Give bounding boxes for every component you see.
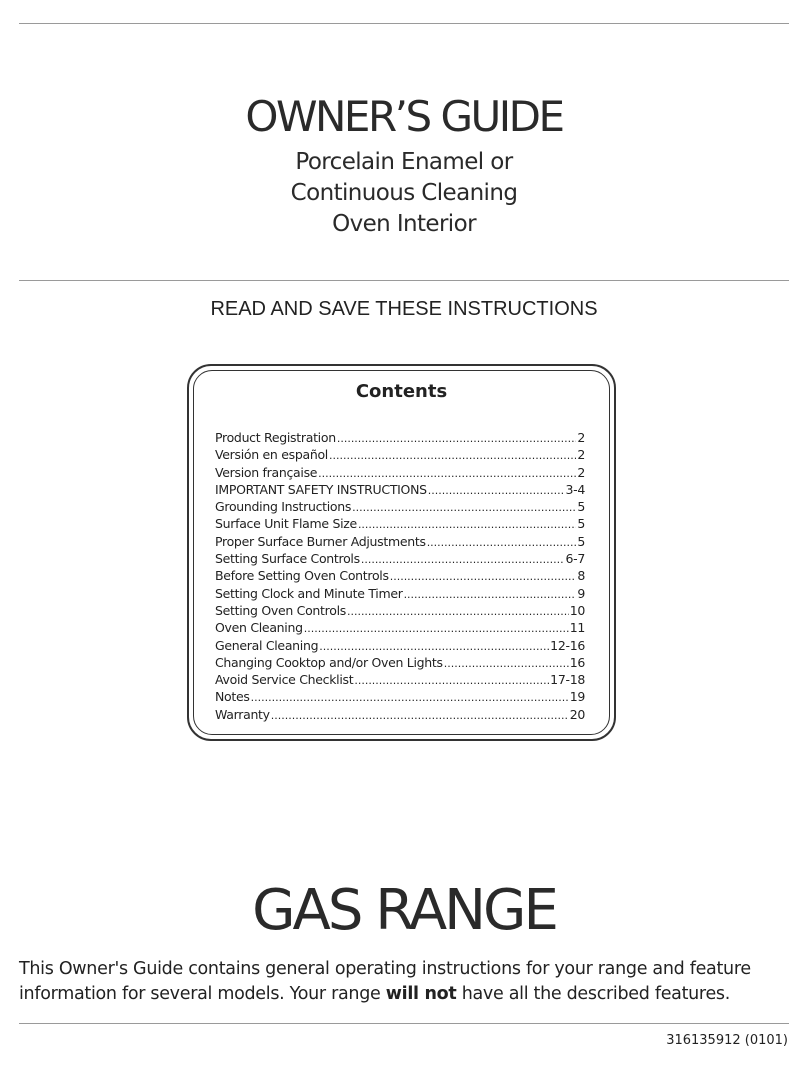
toc-entry [215, 499, 585, 516]
intro-text: This Owner's Guide contains general operating instructions for your range and feature information for several models. Your range [19, 959, 751, 1004]
toc-dot-leader [354, 674, 549, 687]
toc-entry-label: General Cleaning [215, 637, 319, 653]
intro-paragraph [19, 957, 794, 1007]
toc-entry-label: Versión en español [215, 447, 328, 463]
toc-entry [215, 707, 585, 724]
table-of-contents [215, 430, 585, 724]
toc-entry [215, 551, 585, 568]
toc-dot-leader [358, 518, 576, 531]
toc-entry-page: 5 [577, 533, 585, 549]
toc-entry-page: 19 [569, 689, 585, 705]
toc-dot-leader [444, 657, 569, 670]
toc-entry-label: Version française [215, 464, 318, 480]
toc-entry-label: Grounding Instructions [215, 499, 352, 515]
toc-entry-label: Product Registration [215, 430, 336, 445]
toc-entry [215, 465, 585, 482]
toc-entry-label: Oven Cleaning [215, 620, 303, 636]
intro-text-end: have all the described features. [456, 984, 730, 1004]
toc-dot-leader [361, 553, 565, 566]
toc-entry-page: 2 [577, 447, 585, 463]
toc-entry-label: IMPORTANT SAFETY INSTRUCTIONS [215, 481, 427, 497]
toc-entry [215, 586, 585, 603]
toc-entry-page: 16 [569, 654, 585, 670]
toc-entry-page: 11 [569, 620, 585, 636]
toc-entry-label: Changing Cooktop and/or Oven Lights [215, 654, 443, 670]
toc-entry-label: Warranty [215, 706, 270, 722]
toc-entry [215, 638, 585, 655]
toc-entry [215, 655, 585, 672]
toc-dot-leader [319, 640, 549, 653]
toc-entry [215, 603, 585, 620]
toc-entry [215, 516, 585, 533]
toc-dot-leader [337, 432, 577, 445]
toc-entry-page: 8 [577, 568, 585, 584]
intro-emphasis: will not [385, 984, 457, 1004]
toc-dot-leader [271, 709, 569, 722]
toc-dot-leader [404, 588, 577, 601]
toc-dot-leader [390, 570, 577, 583]
toc-dot-leader [318, 467, 576, 480]
toc-entry-label: Before Setting Oven Controls [215, 568, 389, 584]
page-title: OWNER’S GUIDE [245, 92, 563, 141]
toc-entry-page: 2 [577, 430, 585, 445]
toc-entry [215, 568, 585, 585]
toc-entry [215, 430, 585, 447]
toc-entry-label: Surface Unit Flame Size [215, 516, 357, 532]
toc-entry-label: Setting Clock and Minute Timer [215, 585, 403, 601]
toc-entry-page: 6-7 [565, 551, 585, 567]
toc-entry-label: Setting Surface Controls [215, 551, 360, 567]
middle-rule [19, 280, 789, 281]
toc-dot-leader [329, 449, 576, 462]
bottom-rule [19, 1023, 789, 1024]
toc-entry [215, 620, 585, 637]
toc-dot-leader [304, 622, 569, 635]
toc-dot-leader [427, 536, 577, 549]
contents-heading: Contents [355, 381, 448, 402]
toc-entry [215, 534, 585, 551]
toc-dot-leader [428, 484, 565, 497]
toc-entry-page: 3-4 [565, 481, 585, 497]
toc-entry-page: 9 [577, 585, 585, 601]
toc-entry [215, 447, 585, 464]
toc-dot-leader [352, 501, 576, 514]
toc-dot-leader [251, 691, 569, 704]
top-rule [19, 23, 789, 24]
toc-entry-page: 12-16 [550, 637, 585, 653]
subtitle-line: Oven Interior [332, 211, 476, 237]
subtitle-line: Continuous Cleaning [290, 180, 518, 206]
toc-entry [215, 672, 585, 689]
toc-entry [215, 482, 585, 499]
toc-entry-page: 20 [569, 706, 585, 722]
toc-entry [215, 689, 585, 706]
contents-box [187, 364, 616, 741]
toc-entry-page: 17-18 [550, 672, 585, 688]
toc-entry-page: 10 [569, 602, 585, 618]
toc-entry-label: Notes [215, 689, 250, 705]
subtitle-line: Porcelain Enamel or [295, 149, 513, 175]
part-number: 316135912 (0101) [666, 1033, 788, 1048]
toc-entry-label: Setting Oven Controls [215, 602, 346, 618]
toc-entry-label: Proper Surface Burner Adjustments [215, 533, 426, 549]
product-title: GAS RANGE [252, 878, 556, 943]
subtitle [0, 147, 808, 240]
toc-entry-label: Avoid Service Checklist [215, 672, 354, 688]
read-save-notice: READ AND SAVE THESE INSTRUCTIONS [210, 298, 598, 320]
toc-entry-page: 5 [577, 499, 585, 515]
toc-entry-page: 5 [577, 516, 585, 532]
toc-dot-leader [347, 605, 569, 618]
toc-entry-page: 2 [577, 464, 585, 480]
